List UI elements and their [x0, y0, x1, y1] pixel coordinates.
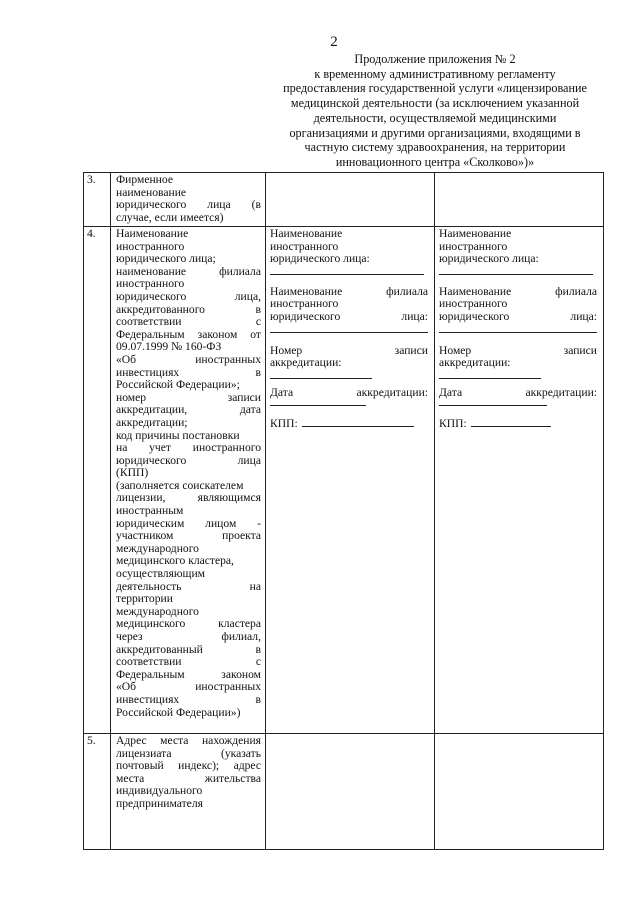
label-line: соответствии с: [116, 655, 261, 669]
table-row: [84, 173, 604, 227]
label-line: инвестициях в: [116, 365, 261, 379]
kpp-input-line[interactable]: [471, 425, 551, 427]
label-line: Наименование: [116, 227, 189, 240]
label-line: юридического лица,: [116, 289, 261, 303]
field-cell-1: [266, 227, 435, 734]
label-line: аккредитованного в: [116, 302, 261, 316]
label-line: юридического лица: [116, 453, 261, 467]
kpp-row: [439, 418, 597, 431]
foreign-name-label: юридического лица:: [270, 252, 370, 266]
label-line: Российской Федерации»): [116, 705, 241, 719]
label-line: медицинского кластера,: [116, 554, 234, 568]
header-line: предоставления государственной услуги «лицензирование: [283, 81, 587, 96]
header-line: инновационного центра «Сколково»)»: [335, 154, 535, 169]
label-line: Федеральным законом: [116, 667, 261, 681]
foreign-name-label: Наименование: [439, 227, 512, 240]
label-line: иностранного: [116, 239, 185, 253]
record-number-label: аккредитации:: [439, 356, 511, 370]
label-line: Фирменное: [116, 173, 173, 186]
field-cell-1[interactable]: [266, 173, 435, 227]
kpp-input-line[interactable]: [302, 425, 414, 427]
label-line: территории: [116, 592, 173, 606]
label-line: индивидуального: [116, 784, 203, 798]
foreign-name-input-line[interactable]: [439, 266, 593, 275]
branch-name-input-line[interactable]: [270, 324, 428, 333]
branch-name-label: юридического лица:: [270, 309, 428, 323]
table-row: [84, 227, 604, 734]
kpp-label: КПП:: [270, 417, 298, 431]
header-line: медицинской деятельности (за исключением указанной: [290, 96, 580, 111]
label-line: Российской Федерации»;: [116, 378, 240, 392]
branch-name-label: Наименование филиала: [270, 284, 428, 298]
field-cell-2[interactable]: [435, 173, 604, 227]
label-line: юридического лица;: [116, 252, 216, 266]
header-line: деятельности, осуществляемой медицинскими: [313, 110, 557, 125]
branch-name-input-line[interactable]: [439, 324, 597, 333]
kpp-label: КПП:: [439, 417, 467, 431]
label-line: «Об иностранных: [116, 352, 261, 366]
foreign-name-label: Наименование: [270, 227, 343, 240]
record-number-label: Номер записи: [270, 343, 428, 357]
label-line: на учет иностранного: [116, 441, 261, 455]
label-line: лицензиата (указать: [116, 746, 261, 760]
label-line: наименование филиала: [116, 264, 261, 278]
label-line: через филиал,: [116, 630, 261, 643]
accreditation-date-input-line[interactable]: [439, 399, 547, 406]
application-table: [83, 172, 604, 850]
label-line: лицензии, являющимся: [116, 491, 261, 505]
header-line: организациями и другими организациями, входящими в: [289, 125, 581, 140]
header-line: к временному административному регламенту: [314, 66, 556, 81]
field-cell-2: [435, 227, 604, 734]
label-line: юридическим лицом -: [116, 516, 261, 530]
accreditation-date-input-line[interactable]: [270, 399, 366, 406]
row-label: [111, 227, 266, 734]
row-number: 4.: [84, 227, 111, 734]
record-number-label: аккредитации:: [270, 356, 342, 370]
appendix-header: [262, 52, 608, 170]
foreign-name-label: иностранного: [270, 239, 339, 253]
branch-name-label: юридического лица:: [439, 309, 597, 323]
branch-name-label: иностранного: [270, 297, 339, 311]
foreign-name-input-line[interactable]: [270, 266, 424, 275]
label-line: случае, если имеется): [116, 210, 224, 224]
row-label: [111, 734, 266, 850]
branch-name-label: Наименование филиала: [439, 284, 597, 298]
label-line: иностранного: [116, 277, 185, 291]
record-number-input-line[interactable]: [270, 370, 372, 379]
record-number-label: Номер записи: [439, 343, 597, 357]
foreign-name-label: иностранного: [439, 239, 508, 253]
accreditation-date-label: Дата аккредитации:: [270, 385, 428, 399]
label-line: аккредитации;: [116, 415, 188, 429]
label-line: номер записи: [116, 390, 261, 404]
header-line: частную систему здравоохранения, на территории: [304, 140, 566, 155]
label-line: осуществляющим: [116, 567, 206, 581]
label-line: Федеральным законом от: [116, 327, 261, 341]
field-cell-2[interactable]: [435, 734, 604, 850]
row-number: 3.: [84, 173, 111, 227]
foreign-name-label: юридического лица:: [439, 252, 539, 266]
label-line: иностранным: [116, 504, 184, 518]
table-row: [84, 734, 604, 850]
page-number: 2: [330, 34, 338, 50]
label-line: участником проекта: [116, 529, 261, 543]
label-line: соответствии с: [116, 315, 261, 329]
label-line: (КПП): [116, 466, 149, 480]
label-line: предпринимателя: [116, 796, 203, 810]
label-line: инвестициях в: [116, 692, 261, 706]
label-line: аккредитации, дата: [116, 403, 261, 417]
label-line: медицинского кластера: [116, 617, 261, 631]
accreditation-date-label: Дата аккредитации:: [439, 385, 597, 399]
label-line: юридического лица (в: [116, 198, 261, 212]
label-line: 09.07.1999 № 160-ФЗ: [116, 340, 222, 354]
label-line: наименование: [116, 185, 187, 199]
label-line: международного: [116, 604, 199, 618]
label-line: код причины постановки: [116, 428, 240, 442]
label-line: Адрес места нахождения: [116, 734, 261, 747]
label-line: аккредитованный в: [116, 642, 261, 656]
label-line: международного: [116, 541, 199, 555]
label-line: (заполняется соискателем: [116, 478, 244, 492]
header-line: Продолжение приложения № 2: [354, 52, 516, 66]
branch-name-label: иностранного: [439, 297, 508, 311]
row-number: 5.: [84, 734, 111, 850]
label-line: «Об иностранных: [116, 680, 261, 694]
row-label: [111, 173, 266, 227]
label-line: почтовый индекс); адрес: [116, 759, 261, 773]
label-line: деятельность на: [116, 579, 261, 593]
record-number-input-line[interactable]: [439, 370, 541, 379]
field-cell-1[interactable]: [266, 734, 435, 850]
kpp-row: [270, 418, 428, 431]
label-line: места жительства: [116, 771, 261, 785]
